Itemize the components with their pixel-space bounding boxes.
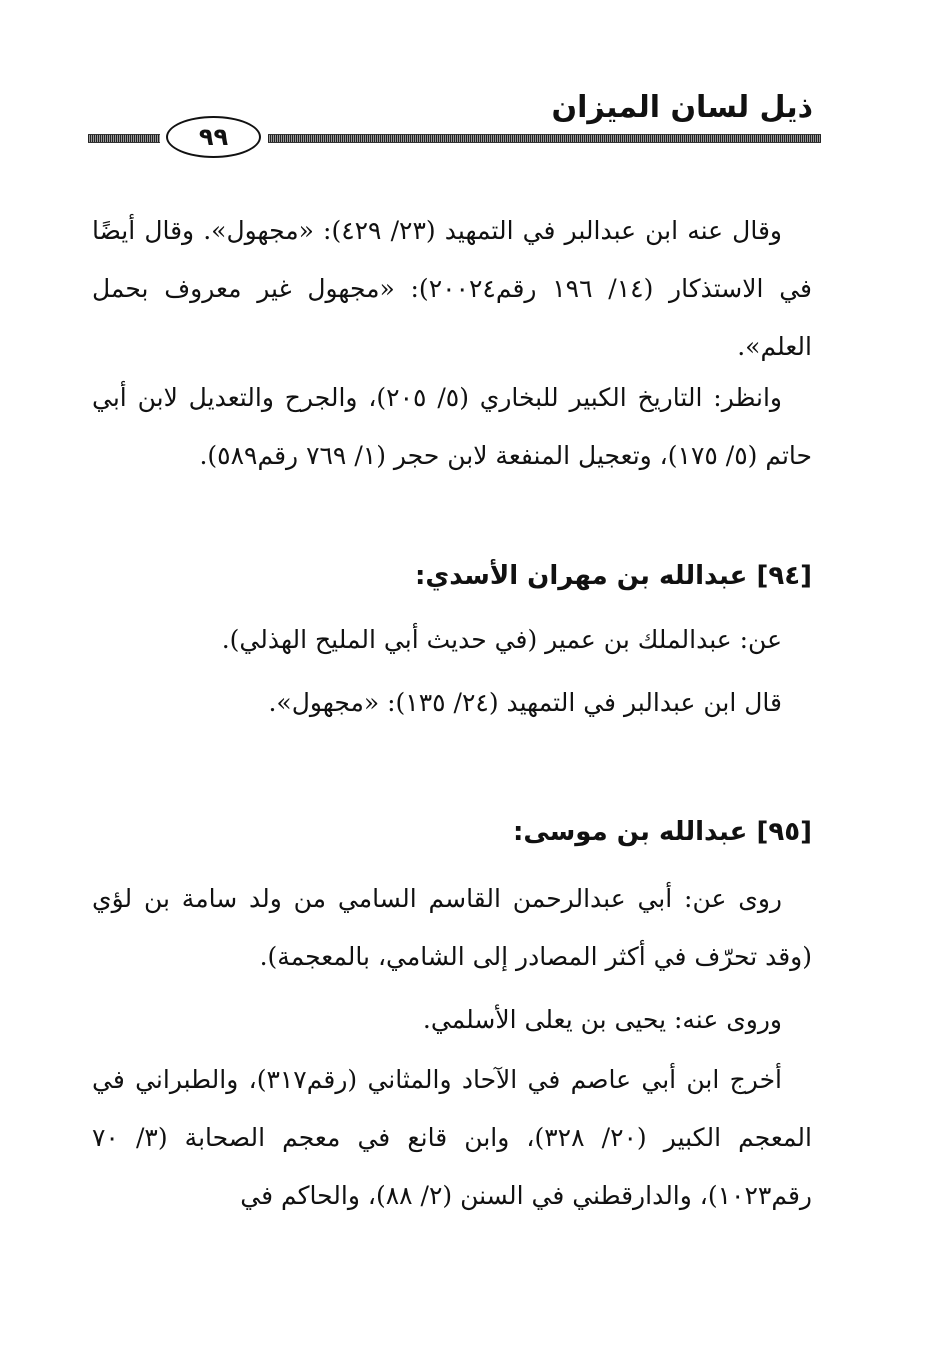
entry-line: عن: عبدالملك بن عمير (في حديث أبي المليح الهذلي). (221, 625, 782, 654)
page-number-badge: ٩٩ (166, 116, 261, 158)
entry-line: أخرج ابن أبي عاصم في الآحاد والمثاني (رقم٣١٧)، والطبراني في المعجم الكبير (٢٠/ ٣٢٨)، وابن قانع في معجم الصحابة (٣/ ٧٠ رقم١٠٢٣)، والدارقطني في السنن (٢/ ٨٨)، والحاكم في (92, 1065, 812, 1210)
header-rule-right (268, 134, 821, 143)
entry-line: روى عن: أبي عبدالرحمن القاسم السامي من ولد سامة بن لؤي (وقد تحرّف في أكثر المصادر إلى الشامي، بالمعجمة). (92, 884, 812, 971)
paragraph: وقال عنه ابن عبدالبر في التمهيد (٢٣/ ٤٢٩): «مجهول». وقال أيضًا في الاستذكار (١٤/ ١٩٦ رقم٢٠٠٢٤): «مجهول غير معروف بحمل العلم». (92, 216, 812, 361)
header-rule-left (88, 134, 160, 143)
paragraph: وانظر: التاريخ الكبير للبخاري (٥/ ٢٠٥)، والجرح والتعديل لابن أبي حاتم (٥/ ١٧٥)، وتعجيل المنفعة لابن حجر (١/ ٧٦٩ رقم٥٨٩). (92, 383, 812, 470)
entry-heading: [٩٤] عبدالله بن مهران الأسدي: (415, 561, 812, 591)
running-title: ذيل لسان الميزان (551, 90, 813, 125)
entry-line: وروى عنه: يحيى بن يعلى الأسلمي. (422, 1005, 782, 1034)
entry-heading: [٩٥] عبدالله بن موسى: (513, 817, 812, 847)
entry-line: قال ابن عبدالبر في التمهيد (٢٤/ ١٣٥): «مجهول». (268, 688, 782, 717)
